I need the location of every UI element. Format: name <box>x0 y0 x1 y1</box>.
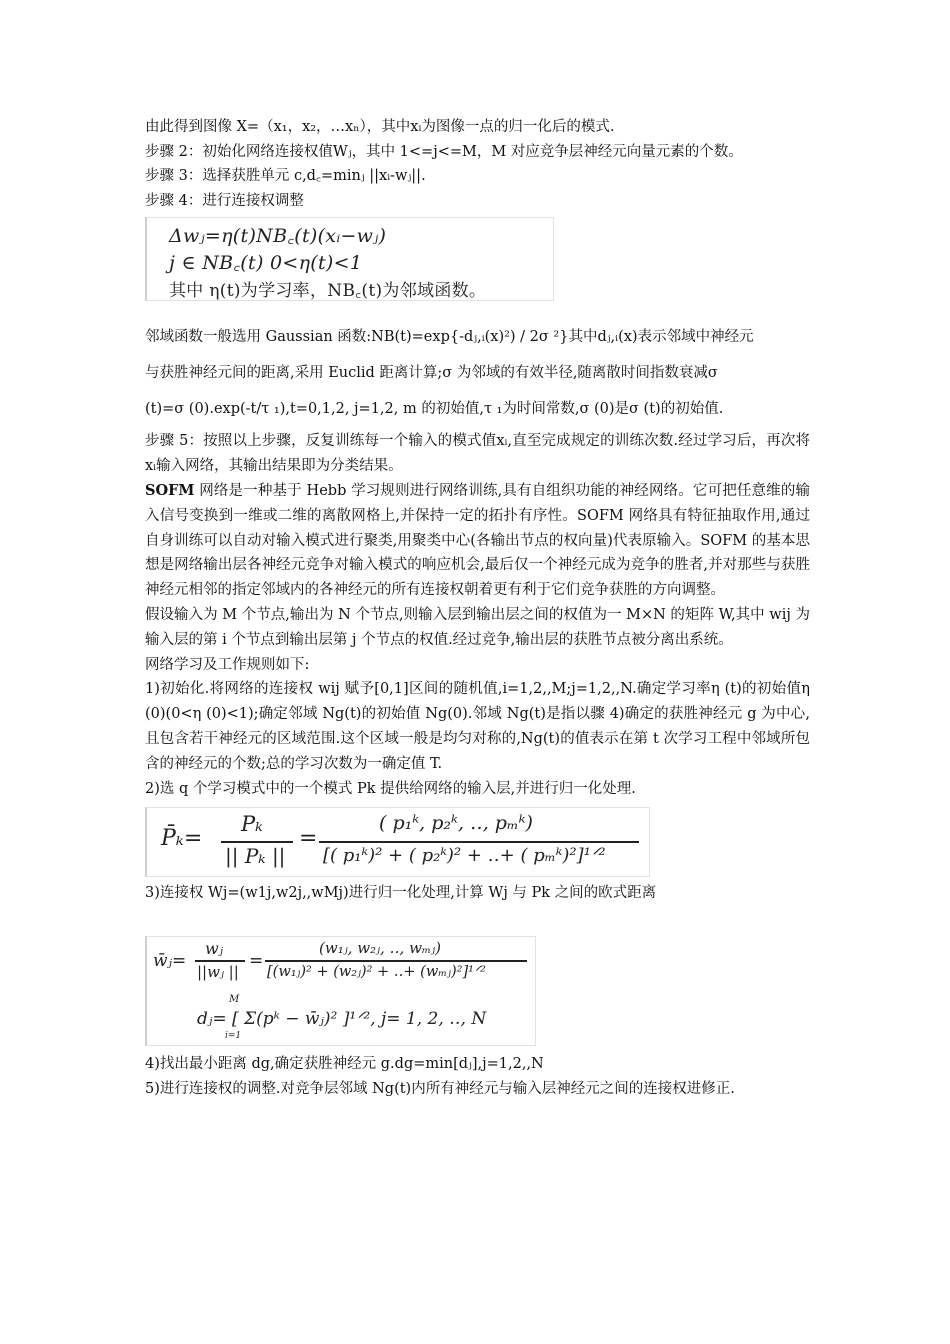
formula2-lhs: P̄ₖ= <box>161 826 203 852</box>
paragraph-step5: 步骤 5：按照以上步骤，反复训练每一个输入的模式值xᵢ,直至完成规定的训练次数.经过学习后，再次将xᵢ输入网络，其输出结果即为分类结果。 <box>145 433 810 475</box>
formula3-distance: dⱼ= [ Σ(pᵏ − w̄ⱼ)² ]¹ᐟ², j= 1, 2, ‥, N <box>197 1009 487 1030</box>
line-image-definition: 由此得到图像 X=（x₁，x₂，…xₙ），其中xᵢ为图像一点的归一化后的模式. <box>145 119 615 135</box>
rule-3: 3)连接权 Wj=(w1j,w2j,,wMj)进行归一化处理,计算 Wj 与 Pk 之间的欧式距离 <box>145 885 657 902</box>
paragraph-assumption: 假设输入为 M 个节点,输出为 N 个节点,则输入层到输出层之间的权值为一 M×N 的矩阵 W,其中 wij 为输入层的第 i 个节点到输出层第 j 个节点的权值.经过竞争,输出层的获胜节点被分离出系统。 <box>145 606 810 648</box>
formula1-row3: 其中 η(t)为学习率，NB꜀(t)为邻域函数。 <box>169 281 487 302</box>
formula2-num1: Pₖ <box>241 812 263 837</box>
formula3-sum-lower: i=1 <box>225 1031 242 1042</box>
formula1-row2: j ∈ NB꜀(t) 0<η(t)<1 <box>169 252 363 275</box>
formula2-num2: ( p₁ᵏ, p₂ᵏ, ‥, pₘᵏ) <box>379 812 533 835</box>
formula2-fraction-bar-1 <box>221 841 293 843</box>
sofm-text: 网络是一种基于 Hebb 学习规则进行网络训练,具有自组织功能的神经网络。它可把任意维的输入信号变换到一维或二维的离散网格上,并保持一定的拓扑有序性。SOFM 网络具有特征抽取作用,通过自身训练可以自动对输入模式进行聚类,用聚类中心(各输出节点的权向量)代表原输入。SOFM 的基本思想是网络输出层各神经元竞争对输入模式的响应机会,最后仅一个神经元成为竞争的胜者,并对那些与获胜神经元相邻的指定邻域内的各神经元的所有连接权朝着更有利于它们竞争获胜的方向调整。 <box>145 482 810 599</box>
line-step4: 步骤 4：进行连接权调整 <box>145 192 304 209</box>
line-step3: 步骤 3：选择获胜单元 c,d꜀=minⱼ ||xᵢ-wⱼ||. <box>145 168 426 185</box>
formula3-lhs: w̄ⱼ= <box>153 951 187 972</box>
formula3-den1: ||wⱼ || <box>197 963 239 982</box>
formula3-sum-upper: M <box>229 994 240 1006</box>
rules-title: 网络学习及工作规则如下: <box>145 656 310 673</box>
formula3-fraction-bar-2 <box>265 960 527 962</box>
formula1-row1: Δwⱼ=η(t)NB꜀(t)(xᵢ−wⱼ) <box>169 225 387 248</box>
formula3-den2: [(w₁ⱼ)² + (w₂ⱼ)² + ‥+ (wₘⱼ)²]¹ᐟ² <box>267 964 486 981</box>
sofm-term: SOFM <box>145 481 195 499</box>
formula2-den2: [( p₁ᵏ)² + ( p₂ᵏ)² + ‥+ ( pₘᵏ)²]¹ᐟ² <box>323 845 606 867</box>
rule-1: 1)初始化.将网络的连接权 wij 赋予[0,1]区间的随机值,i=1,2,,M;j=1,2,,N.确定学习率η (t)的初始值η (0)(0<η (0)<1);确定邻域 Ng(t)的初始值 Ng(0).邻域 Ng(t)是指以骤 4)确定的获胜神经元 g 为中心,且包含若干神经元的区域范围.这个区域一般是均匀对称的,Ng(t)的值表示在第 t 次学习工程中邻域所包含的神经元的个数;总的学习次数为一确定值 T. <box>145 681 810 772</box>
formula-normalize-weight-image <box>145 936 536 1046</box>
document-page <box>145 115 810 1102</box>
rule-4: 4)找出最小距离 dg,确定获胜神经元 g.dg=min[dⱼ],j=1,2,,N <box>145 1056 544 1073</box>
formula2-eq: = <box>299 826 318 852</box>
paragraph-sofm <box>145 479 810 603</box>
formula3-num2: (w₁ⱼ, w₂ⱼ, ‥, wₘⱼ) <box>319 939 441 958</box>
formula3-fraction-bar-1 <box>195 960 245 962</box>
formula-normalize-pattern-image <box>145 807 650 877</box>
formula2-fraction-bar-2 <box>319 841 639 843</box>
paragraph-neighborhood-1: 邻域函数一般选用 Gaussian 函数:NB(t)=exp{-dⱼ,ᵢ(x)²) / 2σ ²}其中dⱼ,ᵢ(x)表示邻域中神经元 <box>145 329 754 346</box>
paragraph-neighborhood-2: 与获胜神经元间的距离,采用 Euclid 距离计算;σ 为邻域的有效半径,随离散时间指数衰减σ <box>145 365 718 382</box>
rule-5: 5)进行连接权的调整.对竞争层邻域 Ng(t)内所有神经元与输入层神经元之间的连接权进修正. <box>145 1080 735 1097</box>
formula3-num1: wⱼ <box>205 939 223 959</box>
formula3-eq: = <box>249 951 264 972</box>
rule-2: 2)选 q 个学习模式中的一个模式 Pk 提供给网络的输入层,并进行归一化处理. <box>145 780 636 797</box>
line-step2: 步骤 2：初始化网络连接权值Wⱼ，其中 1<=j<=M，M 对应竞争层神经元向量元素的个数。 <box>145 143 743 160</box>
formula2-den1: || Pₖ || <box>225 844 286 869</box>
formula-weight-update-image <box>145 217 554 301</box>
paragraph-neighborhood-3: (t)=σ (0).exp(-t/τ ₁),t=0,1,2, j=1,2, m 的初始值,τ ₁为时间常数,σ (0)是σ (t)的初始值. <box>145 401 724 418</box>
